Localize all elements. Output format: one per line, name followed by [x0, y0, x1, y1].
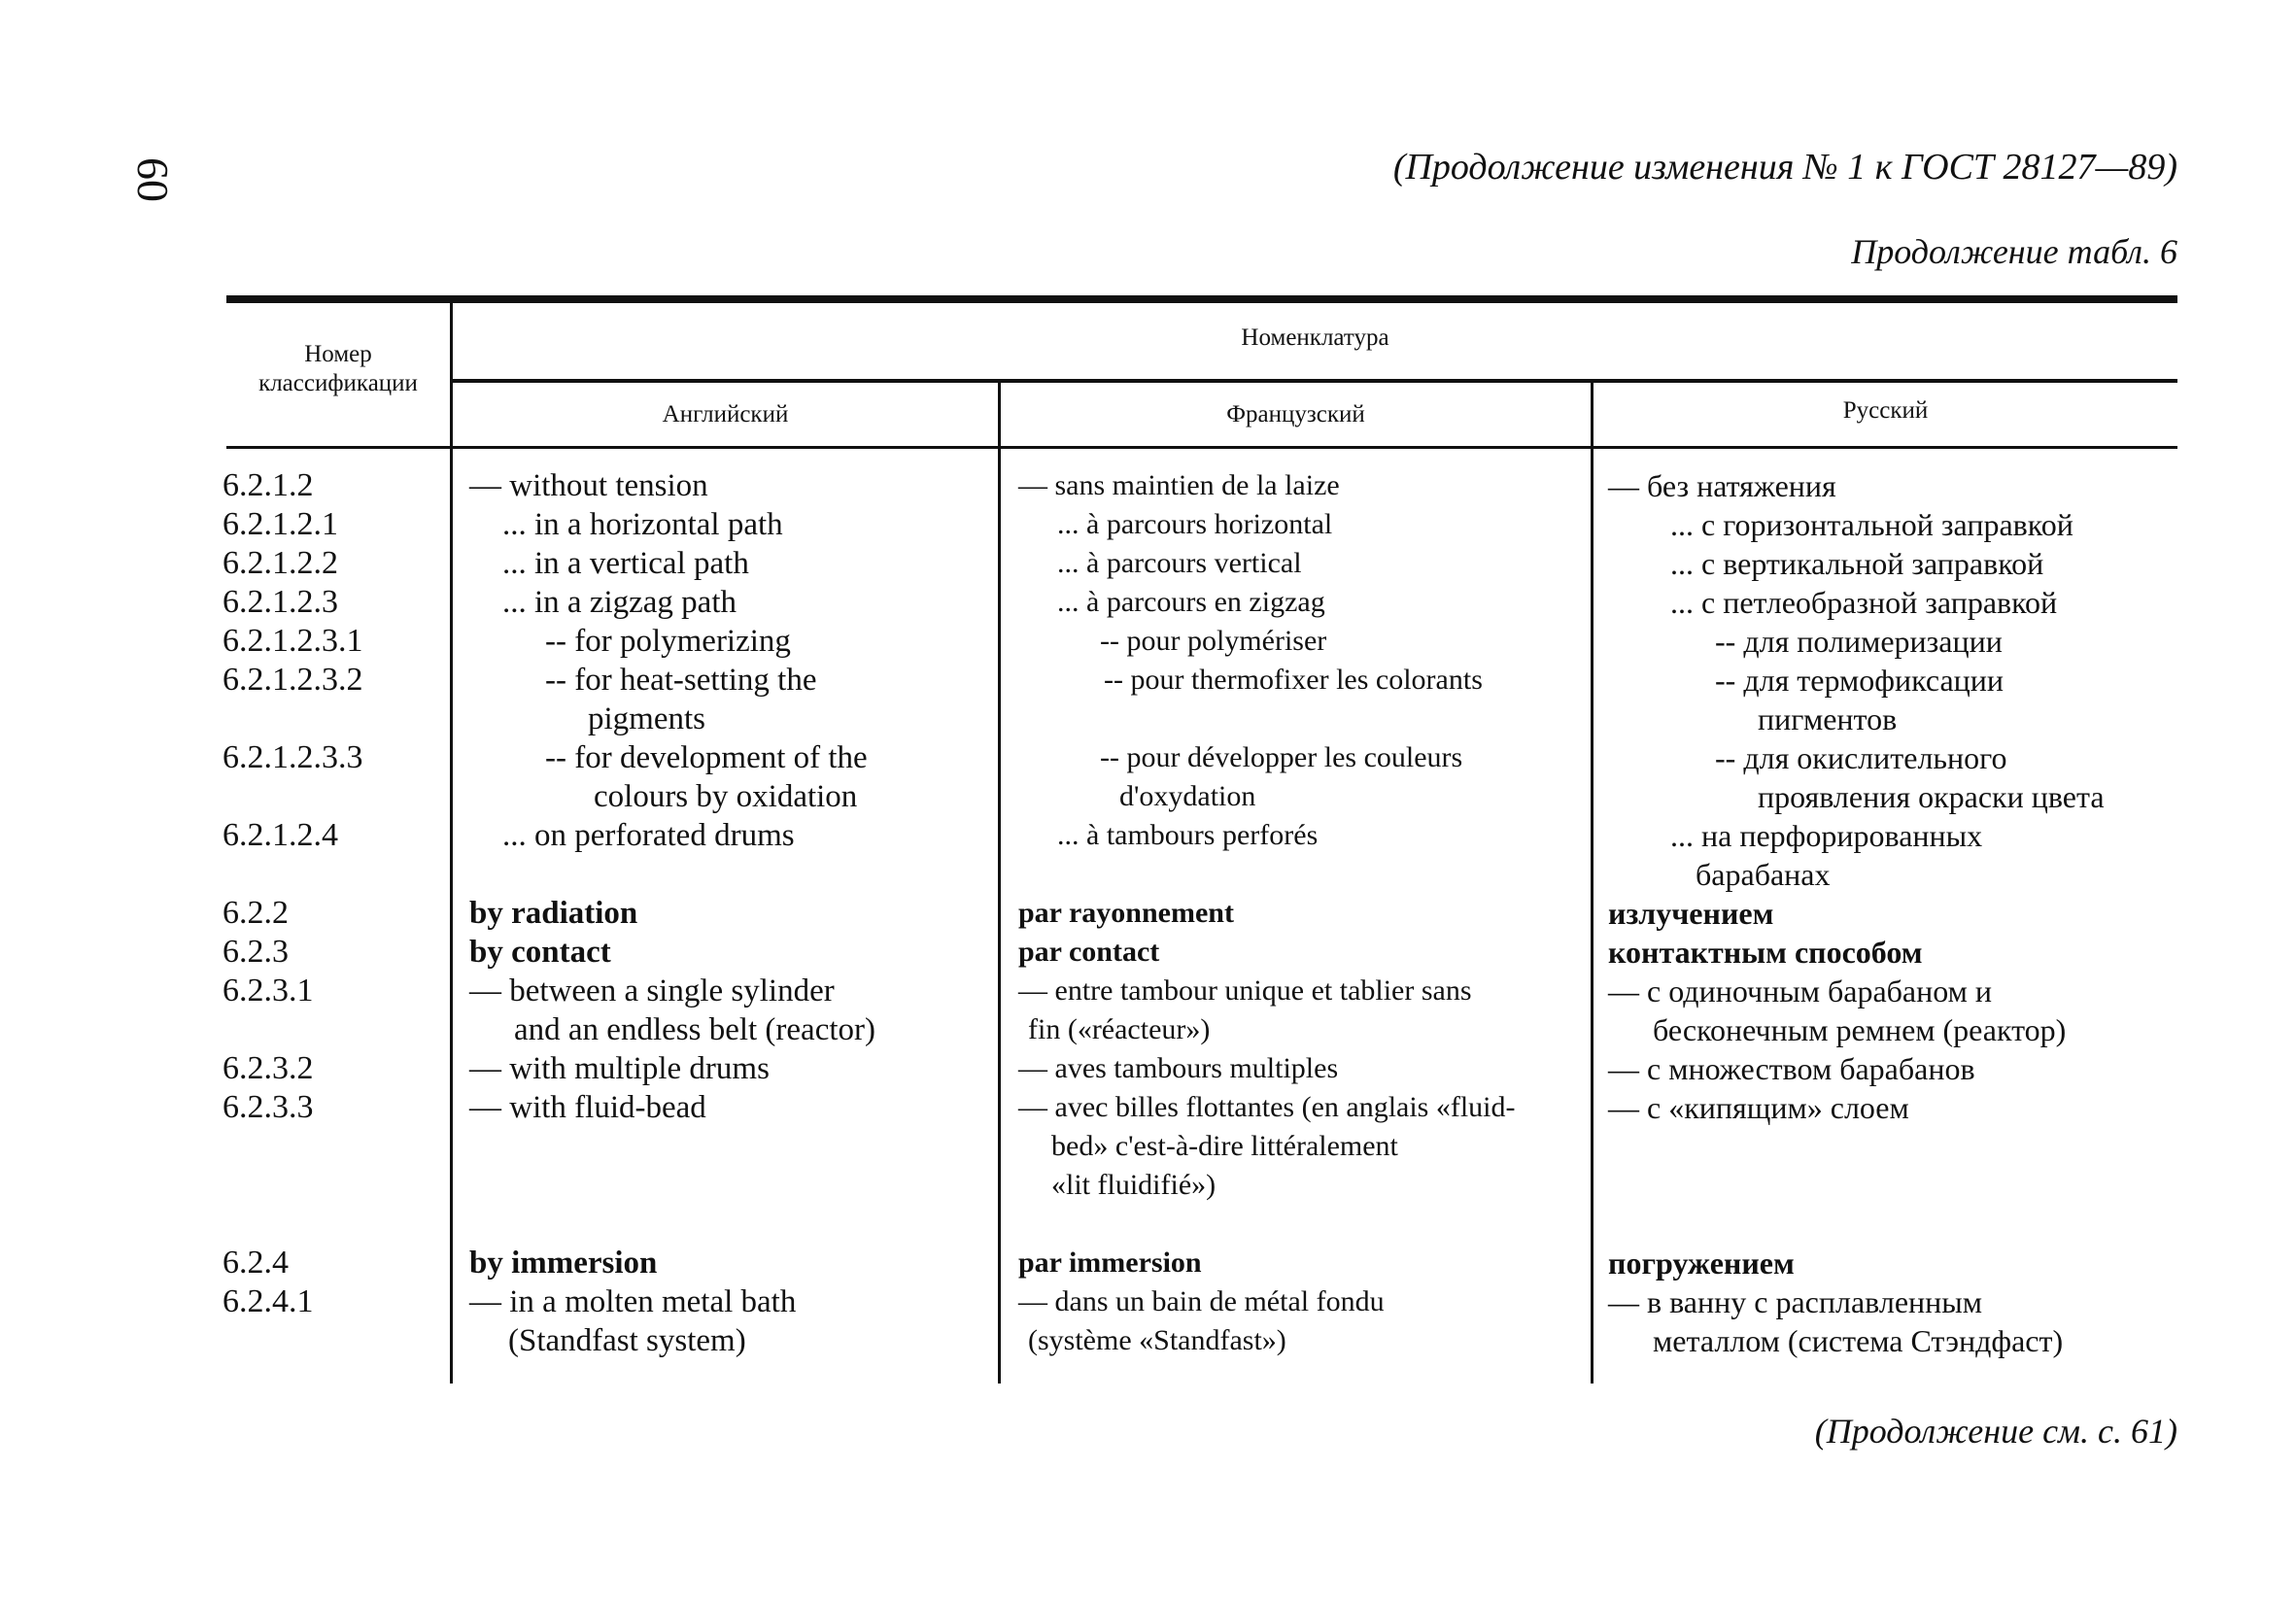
classification-number: 6.2.3.3: [223, 1089, 314, 1125]
header-nomenclature: Номенклатура: [1241, 325, 1389, 351]
term-fr: -- pour polymériser: [1100, 625, 1327, 657]
term-fr: par immersion: [1018, 1247, 1202, 1279]
term-ru: ... с вертикальной заправкой: [1670, 546, 2044, 581]
term-ru: -- для полимеризации: [1715, 624, 2003, 659]
term-en: — with multiple drums: [469, 1051, 770, 1086]
term-en: ... on perforated drums: [502, 818, 795, 853]
classification-number: 6.2.3: [223, 934, 289, 970]
term-ru: — без натяжения: [1608, 468, 1836, 503]
continuation-header: (Продолжение изменения № 1 к ГОСТ 28127—89): [1392, 147, 2177, 188]
classification-number: 6.2.3.1: [223, 973, 314, 1008]
term-ru: погружением: [1608, 1246, 1795, 1281]
term-en: (Standfast system): [508, 1323, 746, 1358]
classification-number: 6.2.2: [223, 895, 289, 931]
table-caption: Продолжение табл. 6: [1851, 232, 2177, 271]
term-en: — in a molten metal bath: [469, 1284, 797, 1319]
term-en: — with fluid-bead: [469, 1090, 706, 1125]
term-ru: барабанах: [1696, 857, 1831, 892]
term-ru: ... с горизонтальной заправкой: [1670, 507, 2073, 542]
term-fr: ... à parcours en zigzag: [1057, 586, 1325, 618]
term-ru: — с «кипящим» слоем: [1608, 1090, 1909, 1125]
classification-number: 6.2.1.2.3.2: [223, 662, 363, 698]
table-top-rule: [226, 295, 2177, 303]
term-fr: — sans maintien de la laize: [1018, 469, 1340, 501]
term-ru: -- для окислительного: [1715, 740, 2007, 775]
term-ru: — в ванну с расплавленным: [1608, 1284, 1983, 1319]
term-fr: -- pour thermofixer les colorants: [1104, 664, 1483, 696]
table-header-mid-rule: [450, 379, 2177, 383]
classification-number: 6.2.1.2: [223, 467, 314, 503]
term-fr: ... à tambours perforés: [1057, 819, 1319, 851]
page-number: 60: [128, 157, 178, 202]
classification-number: 6.2.1.2.4: [223, 817, 338, 853]
term-fr: — aves tambours multiples: [1018, 1052, 1339, 1084]
footer-note: (Продолжение см. с. 61): [1814, 1412, 2177, 1451]
column-divider-number: [450, 295, 453, 1384]
classification-number: 6.2.3.2: [223, 1050, 314, 1086]
classification-number: 6.2.4: [223, 1245, 289, 1281]
term-en: and an endless belt (reactor): [514, 1012, 875, 1047]
header-number: Номер классификации: [258, 341, 418, 396]
term-fr: — dans un bain de métal fondu: [1018, 1285, 1385, 1317]
term-en: colours by oxidation: [594, 779, 858, 814]
classification-number: 6.2.1.2.1: [223, 506, 338, 542]
classification-number: 6.2.1.2.3.1: [223, 623, 363, 659]
term-ru: излучением: [1608, 896, 1774, 931]
term-fr: «lit fluidifié»): [1051, 1169, 1217, 1201]
term-ru: пигментов: [1758, 701, 1898, 736]
header-english: Английский: [662, 401, 789, 427]
term-en: ... in a horizontal path: [502, 507, 783, 542]
term-en: — between a single sylinder: [469, 974, 835, 1008]
term-ru: -- для термофиксации: [1715, 663, 2005, 698]
term-ru: ... с петлеобразной заправкой: [1670, 585, 2058, 620]
term-ru: проявления окраски цвета: [1758, 779, 2105, 814]
term-en: by contact: [469, 935, 611, 970]
term-ru: бесконечным ремнем (реактор): [1653, 1012, 2067, 1047]
term-ru: — с множеством барабанов: [1608, 1051, 1975, 1086]
term-en: pigments: [588, 701, 705, 736]
term-fr: bed» c'est-à-dire littéralement: [1051, 1130, 1398, 1162]
term-fr: d'oxydation: [1119, 780, 1256, 812]
term-fr: — avec billes flottantes (en anglais «fluid-: [1018, 1091, 1516, 1123]
term-fr: par contact: [1018, 936, 1160, 968]
column-divider-english: [998, 379, 1001, 1384]
header-french: Французский: [1226, 401, 1365, 427]
term-fr: par rayonnement: [1018, 897, 1234, 929]
term-ru: ... на перфорированных: [1670, 818, 1983, 853]
term-en: by immersion: [469, 1246, 658, 1281]
classification-number: 6.2.1.2.3: [223, 584, 338, 620]
term-en: ... in a zigzag path: [502, 585, 737, 620]
term-fr: fin («réacteur»): [1028, 1013, 1211, 1045]
term-fr: — entre tambour unique et tablier sans: [1018, 974, 1472, 1007]
term-en: -- for polymerizing: [545, 624, 791, 659]
term-en: ... in a vertical path: [502, 546, 749, 581]
term-ru: — с одиночным барабаном и: [1608, 974, 1993, 1008]
term-fr: (système «Standfast»): [1028, 1324, 1286, 1356]
term-en: -- for development of the: [545, 740, 868, 775]
table-header-bottom-rule: [226, 446, 2177, 449]
classification-number: 6.2.1.2.3.3: [223, 739, 363, 775]
column-divider-french: [1591, 379, 1593, 1384]
term-fr: ... à parcours horizontal: [1057, 508, 1333, 540]
term-ru: металлом (система Стэндфаст): [1653, 1323, 2064, 1358]
header-russian: Русский: [1842, 397, 1929, 424]
classification-number: 6.2.1.2.2: [223, 545, 338, 581]
term-en: by radiation: [469, 896, 638, 931]
classification-number: 6.2.4.1: [223, 1283, 314, 1319]
term-fr: -- pour développer les couleurs: [1100, 741, 1463, 773]
term-ru: контактным способом: [1608, 935, 1923, 970]
term-en: -- for heat-setting the: [545, 663, 817, 698]
term-en: — without tension: [469, 468, 708, 503]
term-fr: ... à parcours vertical: [1057, 547, 1302, 579]
